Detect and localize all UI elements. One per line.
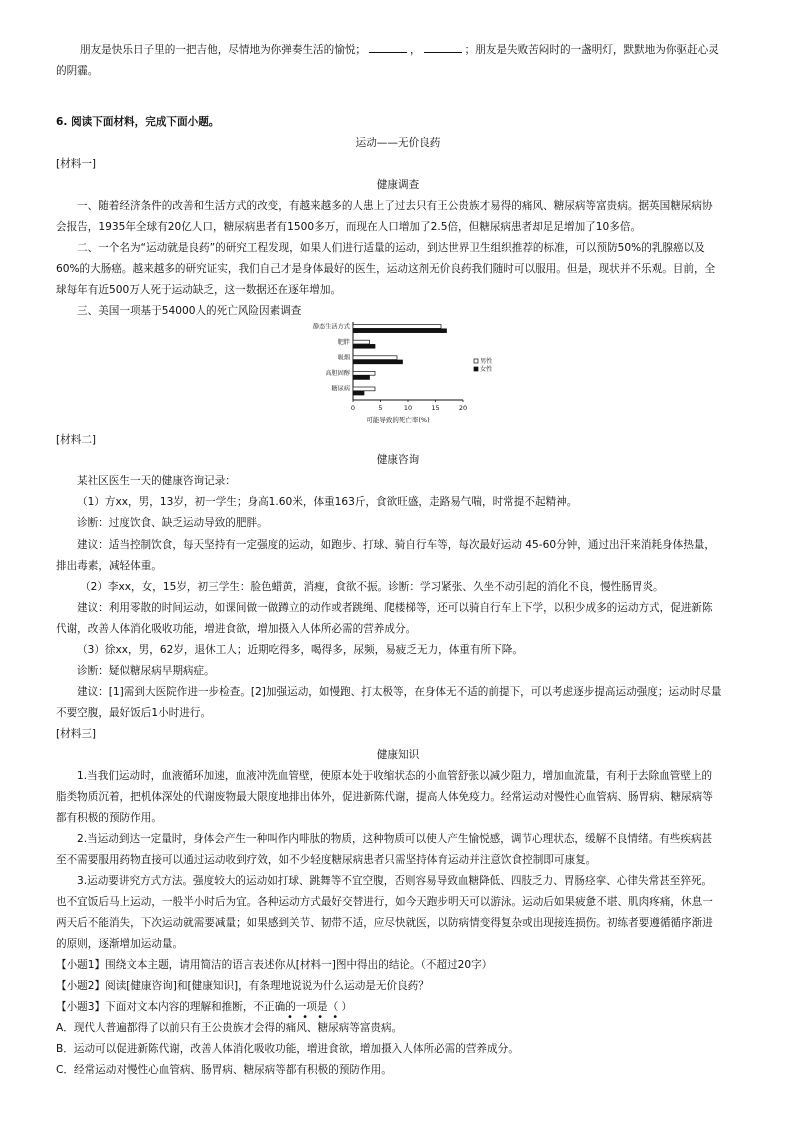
option-c[interactable]: C．经常运动对慢性心血管病、肠胃病、糖尿病等都有积极的预防作用。 <box>56 1064 392 1076</box>
consult-diagnosis: 诊断：过度饮食、缺乏运动导致的肥胖。 <box>77 517 268 529</box>
knowledge-paragraph: 也不宜饭后马上运动，一般半小时后为宜。各种运动方式最好交替进行，如今天跑步明天可以游泳。运动后如果疲惫不堪、肌肉疼痛，休息一 <box>56 896 713 908</box>
material1-title: 健康调查 <box>376 179 420 191</box>
legend-label: 男性 <box>480 358 493 366</box>
friend-text-end: ；朋友是失败苦闷时的一盏明灯，默默地为你驱赶心灵 <box>464 44 719 56</box>
sub-question-2: 【小题2】阅读[健康咨询]和[健康知识]，有条理地说说为什么运动是无价良药？ <box>56 980 429 992</box>
x-tick-label: 15 <box>431 404 440 412</box>
knowledge-paragraph: 1.当我们运动时，血液循环加速，血液冲洗血管壁，使原本处于收缩状态的小血管舒张以减少阻力，增加血流量，有利于去除血管壁上的 <box>77 770 713 782</box>
consult-advice: 建议：[1]需到大医院作进一步检查。[2]加强运动，如慢跑、打太极等，在身体无不适的前提下，可以考虑逐步提高运动强度；运动时尽量 <box>77 686 722 698</box>
bar-male <box>353 371 375 375</box>
material2-label: [材料二] <box>56 434 97 446</box>
knowledge-paragraph: 3.运动要讲究方式方法。强度较大的运动如打球、跳舞等不宜空腹，否则容易导致血糖降低、四肢乏力、胃肠痉挛、心律失常甚至猝死。 <box>77 875 713 887</box>
consult-intro: 某社区医生一天的健康咨询记录： <box>77 475 236 487</box>
consult-advice: 不要空腹，最好饭后1小时进行。 <box>56 707 212 719</box>
material1-paragraph: 球每年有近500万人死于运动缺乏，这一数据还在逐年增加。 <box>56 284 342 296</box>
friend-sentence <box>56 40 740 61</box>
bar-female <box>353 391 364 395</box>
material2-title: 健康咨询 <box>376 454 420 466</box>
x-axis-label: 可能导致的死亡率(%) <box>366 416 430 424</box>
material1-paragraph: 二、一个名为“运动就是良药”的研究工程发现，如果人们进行适量的运动，到达世界卫生组织推荐的标准，可以预防50%的乳腺癌以及 <box>77 242 705 254</box>
bar-male <box>353 325 441 329</box>
bar-male <box>353 387 375 391</box>
category-label: 吸烟 <box>337 354 350 362</box>
bar-female <box>353 360 403 364</box>
x-tick-label: 10 <box>403 404 413 412</box>
category-label: 静态生活方式 <box>312 323 350 331</box>
legend-swatch <box>474 359 478 363</box>
material3-title: 健康知识 <box>376 749 420 761</box>
knowledge-paragraph: 两天后不能消失，下次运动就需要减量；如果感到关节、韧带不适，应尽快就医，以防病情变得复杂或出现接连损伤。初练者要遵循循序渐进 <box>56 917 713 929</box>
consult-case: （1）方xx，男，13岁，初一学生；身高1.60米，体重163斤，食欲旺盛，走路易气喘，时常提不起精神。 <box>77 496 578 508</box>
bar-female <box>353 344 375 348</box>
knowledge-paragraph: 的原则，逐渐增加运动量。 <box>56 938 184 950</box>
knowledge-paragraph: 脂类物质沉着，把机体深处的代谢废物最大限度地排出体外，促进新陈代谢，提高人体免疫力。经常运动对慢性心血管病、肠胃病、糖尿病等 <box>56 791 713 803</box>
bar-male <box>353 356 397 360</box>
knowledge-paragraph: 2.当运动到达一定量时，身体会产生一种叫作内啡肽的物质，这种物质可以使人产生愉悦感，调节心理状态，缓解不良情绪。有些疾病甚 <box>77 833 713 845</box>
consult-case: （3）徐xx，男，62岁，退休工人；近期吃得多，喝得多，尿频，易疲乏无力，体重有所下降。 <box>77 644 523 656</box>
bar-male <box>353 340 370 344</box>
material1-paragraph: 会报告，1935年全球有20亿人口，糖尿病患者有1500多万，而现在人口增加了2.5倍，但糖尿病患者却足足增加了10多倍。 <box>56 221 642 233</box>
sub-question-3: 【小题3】下面对文本内容的理解和推断，不正确的一项是（ ） <box>56 1001 353 1013</box>
answer-blank-2[interactable] <box>424 42 462 53</box>
consult-case: （2）李xx，女，15岁，初三学生：脸色蜡黄，消瘦，食欲不振。诊断：学习紧张、久坐不动引起的消化不良，慢性肠胃炎。 <box>80 581 664 593</box>
knowledge-paragraph: 至不需要服用药物直接可以通过运动收到疗效，如不少轻度糖尿病患者只需坚持体育运动并注意饮食控制即可康复。 <box>56 854 597 866</box>
legend-label: 女性 <box>480 366 493 374</box>
death-risk-chart <box>290 318 510 430</box>
knowledge-paragraph: 都有积极的预防作用。 <box>56 812 162 824</box>
consult-advice: 建议：利用零散的时间运动，如课间做一做蹲立的动作或者跳绳、爬楼梯等，还可以骑自行车上下学，以积少成多的运动方式，促进新陈 <box>77 602 713 614</box>
option-b[interactable]: B．运动可以促进新陈代谢，改善人体消化吸收功能，增进食欲，增加摄入人体所必需的营养成分。 <box>56 1043 519 1055</box>
x-tick-label: 0 <box>350 404 356 412</box>
material1-paragraph: 三、美国一项基于54000人的死亡风险因素调查 <box>77 305 302 317</box>
emphasis-dots: • • • • <box>287 1012 342 1023</box>
option-a[interactable]: A．现代人普遍都得了以前只有王公贵族才会得的痛风、糖尿病等富贵病。 <box>56 1022 403 1034</box>
question-heading: 6. 阅读下面材料，完成下面小题。 <box>56 116 220 128</box>
x-tick-label: 5 <box>378 404 383 412</box>
passage-title: 运动——无价良药 <box>355 137 441 149</box>
category-label: 肥胖 <box>337 338 350 346</box>
answer-blank-1[interactable] <box>369 42 407 53</box>
x-tick-label: 20 <box>458 404 468 412</box>
material1-paragraph: 一、随着经济条件的改善和生活方式的改变，有越来越多的人患上了过去只有王公贵族才易得的痛风、糖尿病等富贵病。据英国糖尿病协 <box>77 200 713 212</box>
material1-label: [材料一] <box>56 158 97 170</box>
category-label: 高胆固醇 <box>325 370 350 378</box>
consult-diagnosis: 诊断：疑似糖尿病早期病症。 <box>77 665 215 677</box>
material1-paragraph: 60%的大肠癌。越来越多的研究证实，我们自己才是身体最好的医生，运动这剂无价良药我们随时可以服用。但是，现状并不乐观。目前，全 <box>56 263 716 275</box>
sub-question-1: 【小题1】围绕文本主题，请用简洁的语言表述你从[材料一]图中得出的结论。（不超过20字） <box>56 959 493 971</box>
friend-separator: ， <box>410 44 421 56</box>
friend-text-start: 朋友是快乐日子里的一把吉他，尽情地为你弹奏生活的愉悦； <box>80 44 367 56</box>
consult-advice: 代谢，改善人体消化吸收功能，增进食欲，增加摄入人体所必需的营养成分。 <box>56 623 417 635</box>
category-label: 糖尿病 <box>331 385 350 393</box>
bar-female <box>353 329 447 333</box>
material3-label: [材料三] <box>56 728 97 740</box>
consult-advice: 建议：适当控制饮食，每天坚持有一定强度的运动，如跑步、打球、骑自行车等，每次最好运动 45-60分钟，通过出汗来消耗身体热量， <box>77 539 715 551</box>
bar-female <box>353 376 370 380</box>
consult-advice: 排出毒素，减轻体重。 <box>56 560 162 572</box>
legend-swatch <box>474 367 478 371</box>
friend-sentence-line2: 的阴霾。 <box>56 65 99 77</box>
